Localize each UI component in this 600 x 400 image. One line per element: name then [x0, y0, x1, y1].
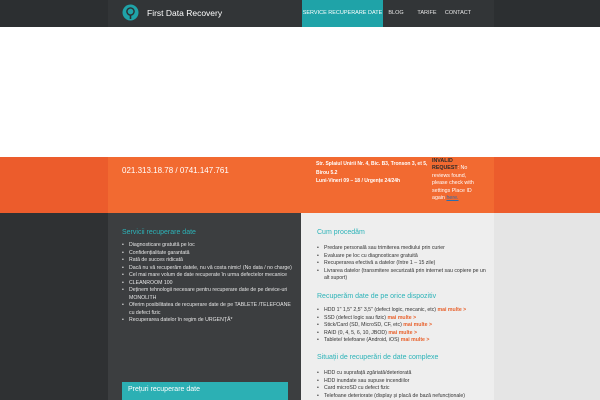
- reviews-error-widget: [432, 158, 476, 202]
- list-item: • RAID (0, 4, 5, 6, 10, JBOD) mai multe >: [317, 330, 487, 338]
- nav-contact[interactable]: CONTACT: [444, 10, 472, 16]
- list-item: • Dacă nu vă recuperăm datele, nu vă costa nimic! (No data / no charge): [122, 265, 292, 273]
- site-brand[interactable]: First Data Recovery: [147, 8, 223, 18]
- list-item: • Recuperarea datelor în regim de URGENȚĂ*: [122, 317, 292, 325]
- list-item: • Stick/Card (SD, MicroSD, CF, etc) mai multe >: [317, 322, 487, 330]
- opening-hours: Luni-Vineri 09 – 18 / Urgențe 24/24h: [316, 178, 401, 184]
- list-item: • Card microSD cu defect fizic: [317, 385, 487, 393]
- list-item: • Cel mai mare volum de date recuperate în urma defectelor mecanice: [122, 272, 292, 280]
- list-item: • Telefoane deteriorate (display și placă de bază nefuncționale): [317, 393, 487, 400]
- phone-numbers[interactable]: 021.313.18.78 / 0741.147.761: [122, 166, 229, 175]
- list-item: • Recuperarea efectivă a datelor (între 1 – 15 zile): [317, 260, 487, 268]
- hero-area: [108, 27, 494, 157]
- address-block: [316, 160, 432, 186]
- more-link[interactable]: mai multe >: [403, 322, 432, 328]
- list-item: • CLEANROOM 100: [122, 280, 292, 288]
- nav-tarife[interactable]: TARIFE: [417, 10, 437, 16]
- list-item: • Evaluare pe loc cu diagnosticare gratuită: [317, 253, 487, 261]
- invalid-request-label: INVALID REQUEST: [432, 158, 458, 172]
- list-item: • Predare personală sau trimiterea mediului prin curier: [317, 245, 487, 253]
- more-link[interactable]: mai multe >: [437, 307, 467, 313]
- prices-title: Prețuri recuperare date: [128, 386, 200, 393]
- complex-title: Situații de recuperări de date complexe: [317, 354, 439, 361]
- list-item: • Deținem tehnologii necesare pentru recuperare date de pe device-uri MONOLITH: [122, 287, 292, 302]
- how-list: [317, 245, 487, 283]
- nav-blog[interactable]: BLOG: [388, 10, 404, 16]
- right-outer-bg: [494, 213, 600, 400]
- services-list: [122, 242, 292, 325]
- more-link[interactable]: mai multe >: [388, 329, 417, 336]
- list-item: • Tablete/ telefoane (Android, iOS) mai multe >: [317, 337, 487, 345]
- list-item: • Confidențialitate garantată: [122, 250, 292, 258]
- complex-list: [317, 370, 487, 400]
- contact-band: [0, 157, 600, 213]
- list-item: • Rată de succes ridicată: [122, 257, 292, 265]
- nav-service-recuperare-date[interactable]: SERVICE RECUPERARE DATE: [302, 0, 383, 27]
- how-title: Cum procedăm: [317, 229, 365, 236]
- devices-title: Recuperăm date de pe orice dispozitiv: [317, 293, 437, 300]
- invalid-request-link[interactable]: here.: [446, 195, 459, 202]
- list-item: • Livrarea datelor (transmitere securizată prin internet sau copiere pe un alt suport): [317, 268, 487, 283]
- list-item: • HDD cu suprafață zgâriată/deteriorată: [317, 370, 487, 378]
- address-text: Str. Splaiul Unirii Nr. 4, Bic. B3, Tronson 3, et 5, Birou 5.2: [316, 161, 428, 176]
- list-item: • HDD 1" 1,5" 2,5" 3,5" (defect logic, mecanic, etc) mai multe >: [317, 307, 487, 315]
- list-item: • Oferim posibilitatea de recuperare date de pe TABLETE /TELEFOANE cu defect fizic: [122, 302, 292, 317]
- list-item: • SSD (defect logic sau fizic) mai multe >: [317, 315, 487, 323]
- prices-box[interactable]: [122, 382, 288, 400]
- more-link[interactable]: mai multe >: [400, 337, 430, 343]
- invalid-request-text: : No reviews found, please check with settings Place ID again: [432, 165, 474, 202]
- services-title: Servicii recuperare date: [122, 229, 196, 236]
- site-header: [0, 0, 600, 27]
- more-link[interactable]: mai multe >: [387, 314, 417, 321]
- list-item: • Diagnosticare gratuită pe loc: [122, 242, 292, 250]
- list-item: • HDD inundate sau supuse incendiilor: [317, 378, 487, 386]
- logo-magnifier-icon[interactable]: [122, 4, 139, 21]
- left-outer-bg: [0, 213, 108, 400]
- devices-list: [317, 307, 487, 345]
